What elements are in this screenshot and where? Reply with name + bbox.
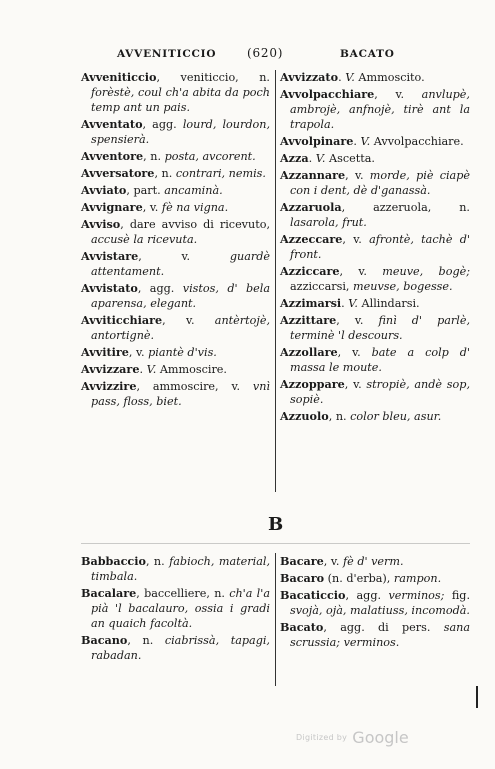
dictionary-entry	[280, 588, 470, 619]
entry-headword: Babbaccio	[81, 554, 146, 568]
entry-grammar: Avvolpacchiare.	[370, 135, 464, 148]
watermark-brand: Google	[352, 728, 409, 747]
entry-translation: vistos, d' bela aparensa, elegant.	[91, 282, 270, 311]
entry-headword: Bacare	[280, 554, 324, 568]
entry-grammar: , v.	[342, 233, 370, 247]
entry-headword: Avvolpacchiare	[280, 87, 375, 102]
entry-headword: Avvizzato	[280, 70, 339, 84]
entry-grammar: , v.	[339, 265, 383, 279]
entry-translation: antèrtojè, antortignè.	[91, 314, 270, 343]
entry-grammar: , n.	[154, 167, 176, 180]
entry-grammar: , v.	[337, 346, 372, 360]
dictionary-entry	[81, 554, 270, 585]
entry-headword: Avviticchiare	[81, 313, 163, 328]
entry-translation: meuvse, bogesse.	[353, 280, 453, 294]
entry-headword: Avventato	[81, 116, 143, 131]
entry-headword: Avvizzire	[81, 379, 137, 394]
entry-translation: bate a colp d' massa le moute.	[290, 346, 471, 375]
entry-headword: Bacaticcio	[280, 588, 346, 603]
entry-grammar: , agg.	[345, 589, 389, 603]
entry-translation: V.	[360, 135, 371, 148]
entry-grammar: Allindarsi.	[357, 297, 420, 311]
entry-grammar: , v.	[162, 314, 215, 328]
column-top-right	[280, 70, 470, 426]
entry-translation: fabioch, material, timbala.	[91, 555, 270, 583]
entry-headword: Azzuolo	[280, 409, 329, 424]
entry-translation: V.	[345, 71, 355, 84]
entry-grammar: , v.	[323, 555, 343, 568]
entry-translation: lourd, lourdon, spensierà.	[91, 117, 271, 146]
dictionary-entry	[81, 117, 270, 148]
dictionary-entry	[81, 217, 270, 248]
dictionary-entry	[81, 633, 270, 664]
entry-translation: lasarola, frut.	[290, 216, 367, 230]
column-divider-bottom	[275, 553, 276, 686]
running-head	[0, 48, 495, 62]
entry-headword: Avvistare	[81, 249, 139, 264]
dictionary-entry	[280, 345, 470, 376]
entry-grammar: Ammoscito.	[354, 71, 425, 84]
entry-grammar: , veniticcio, n.	[156, 71, 270, 84]
entry-translation: stropiè, andè sop, sopiè.	[290, 378, 470, 407]
entry-grammar: azziccarsi,	[290, 280, 354, 294]
dictionary-entry	[81, 70, 270, 116]
dictionary-entry	[81, 149, 270, 165]
entry-grammar: , n.	[127, 633, 165, 647]
entry-translation: anvlupè, ambrojè, anfnojè, tirè ant la trapola.	[290, 88, 470, 131]
entry-headword: Azziccare	[280, 264, 340, 279]
dictionary-entry	[81, 586, 270, 632]
entry-translation: fè d' verm.	[343, 555, 404, 568]
entry-translation: V.	[348, 297, 358, 311]
entry-translation: accusè la ricevuta.	[91, 233, 198, 247]
entry-grammar: Ascetta.	[325, 152, 375, 166]
entry-translation: sana scrussia; verminos.	[290, 621, 470, 650]
entry-headword: Azzeccare	[280, 232, 343, 247]
dictionary-entry	[280, 232, 470, 263]
dictionary-entry	[81, 183, 270, 199]
entry-headword: Avventore	[81, 148, 144, 163]
dictionary-entry	[81, 166, 270, 182]
entry-grammar: , dare avviso di ricevuto,	[120, 218, 270, 232]
entry-grammar: , v.	[336, 314, 379, 328]
entry-translation: morde, piè ciapè con i dent, dè d'ganassà.	[290, 169, 470, 198]
entry-headword: Azzoppare	[280, 377, 345, 392]
dictionary-entry	[280, 264, 470, 295]
entry-grammar: .	[353, 135, 361, 148]
entry-grammar: , n.	[143, 149, 165, 163]
column-bottom-right	[280, 554, 470, 652]
entry-grammar: .	[308, 152, 316, 166]
entry-translation: piantè d'vis.	[148, 346, 217, 360]
entry-headword: Avvizzare	[81, 362, 140, 377]
entry-grammar: , n.	[328, 410, 351, 424]
entry-headword: Avvistato	[81, 281, 138, 296]
section-rule	[81, 543, 470, 544]
dictionary-entry	[81, 345, 270, 361]
dictionary-entry	[280, 70, 470, 86]
section-letter: B	[268, 514, 284, 535]
entry-translation: finì d' parlè, terminè 'l descours.	[290, 314, 471, 343]
entry-grammar: .	[139, 363, 147, 377]
dictionary-entry	[280, 620, 470, 651]
entry-grammar: , baccelliere, n.	[136, 587, 230, 600]
dictionary-entry	[81, 249, 270, 280]
entry-translation: color bleu, asur.	[350, 410, 442, 424]
entry-headword: Avversatore	[81, 166, 155, 180]
dictionary-entry	[81, 379, 270, 410]
dictionary-entry	[81, 313, 270, 344]
watermark-prefix: Digitized by	[296, 733, 348, 742]
entry-grammar: , n.	[145, 555, 170, 568]
entry-headword: Azzaruola	[280, 200, 342, 215]
entry-grammar: , v.	[142, 201, 162, 215]
column-bottom-left	[81, 554, 270, 665]
entry-headword: Azza	[280, 151, 309, 166]
dictionary-entry	[280, 200, 470, 231]
entry-grammar: , v.	[374, 88, 422, 102]
entry-headword: Azzannare	[280, 168, 346, 183]
entry-grammar: , agg.	[142, 117, 183, 131]
entry-translation: contrari, nemis.	[175, 167, 266, 180]
entry-translation: V.	[315, 152, 326, 166]
dictionary-entry	[280, 168, 470, 199]
entry-translation: V.	[146, 363, 157, 377]
entry-grammar: , v.	[138, 250, 230, 264]
entry-headword: Bacaro	[280, 571, 325, 586]
entry-grammar: .	[338, 71, 346, 84]
entry-grammar: , part.	[126, 184, 165, 198]
entry-translation: rampon.	[393, 572, 442, 586]
entry-headword: Avveniticcio	[81, 70, 157, 84]
entry-grammar: , ammoscire, v.	[136, 380, 253, 394]
entry-headword: Azzittare	[280, 313, 337, 328]
entry-translation: vnì pass, floss, biet.	[91, 380, 270, 409]
entry-grammar: fig.	[444, 589, 470, 603]
entry-headword: Avvignare	[81, 200, 143, 215]
entry-headword: Avviato	[81, 183, 127, 198]
dictionary-entry	[81, 362, 270, 378]
entry-headword: Avvolpinare	[280, 134, 354, 148]
entry-translation: posta, avcorent.	[164, 149, 256, 163]
entry-translation: meuve, bogè;	[382, 265, 471, 279]
entry-translation: fè na vigna.	[161, 201, 229, 215]
entry-translation: guardè attentament.	[91, 250, 270, 279]
entry-translation: verminos;	[388, 589, 445, 603]
entry-grammar: Ammoscire.	[156, 363, 227, 377]
entry-translation: svojà, ojà, malatiuss, incomodà.	[290, 604, 470, 618]
digitization-watermark	[296, 727, 409, 747]
header-last-word: BACATO	[340, 48, 395, 60]
column-divider-top	[275, 70, 276, 492]
entry-grammar: .	[341, 297, 349, 311]
entry-headword: Bacalare	[81, 586, 137, 600]
dictionary-entry	[280, 554, 470, 570]
entry-grammar: , agg. di pers.	[323, 621, 444, 635]
column-top-left	[81, 70, 270, 411]
dictionary-entry	[280, 409, 470, 425]
dictionary-entry	[280, 151, 470, 167]
dictionary-entry	[280, 296, 470, 312]
page-edge-mark	[476, 686, 478, 708]
dictionary-entry	[81, 281, 270, 312]
dictionary-entry	[280, 377, 470, 408]
entry-grammar: , agg.	[137, 282, 183, 296]
entry-translation: afrontè, tachè d' front.	[290, 233, 470, 262]
entry-translation: ancaminà.	[164, 184, 223, 198]
entry-grammar: , v.	[345, 169, 370, 183]
entry-grammar: (n. d'erba),	[324, 572, 394, 586]
page-number: (620)	[247, 46, 284, 60]
entry-headword: Azzollare	[280, 345, 338, 360]
entry-headword: Bacano	[81, 632, 128, 647]
entry-grammar: , azzeruola, n.	[341, 201, 470, 215]
entry-headword: Bacato	[280, 620, 324, 635]
entry-translation: ciabrissà, tapagi, rabadan.	[91, 633, 270, 662]
entry-headword: Azzimarsi	[280, 296, 342, 311]
dictionary-entry	[280, 134, 470, 150]
entry-grammar: , v.	[128, 346, 149, 360]
entry-headword: Avviso	[81, 217, 121, 232]
header-first-word: AVVENITICCIO	[117, 48, 217, 60]
dictionary-entry	[280, 87, 470, 133]
entry-headword: Avvitire	[81, 345, 129, 360]
entry-grammar: , v.	[344, 378, 367, 392]
dictionary-entry	[280, 313, 470, 344]
dictionary-entry	[280, 571, 470, 587]
entry-translation: forèstè, coul ch'a abita da poch temp ant un pais.	[91, 85, 270, 114]
dictionary-entry	[81, 200, 270, 216]
entry-translation: ch'a l'a pià 'l bacalauro, ossia i gradi an quaich facoltà.	[91, 587, 270, 630]
